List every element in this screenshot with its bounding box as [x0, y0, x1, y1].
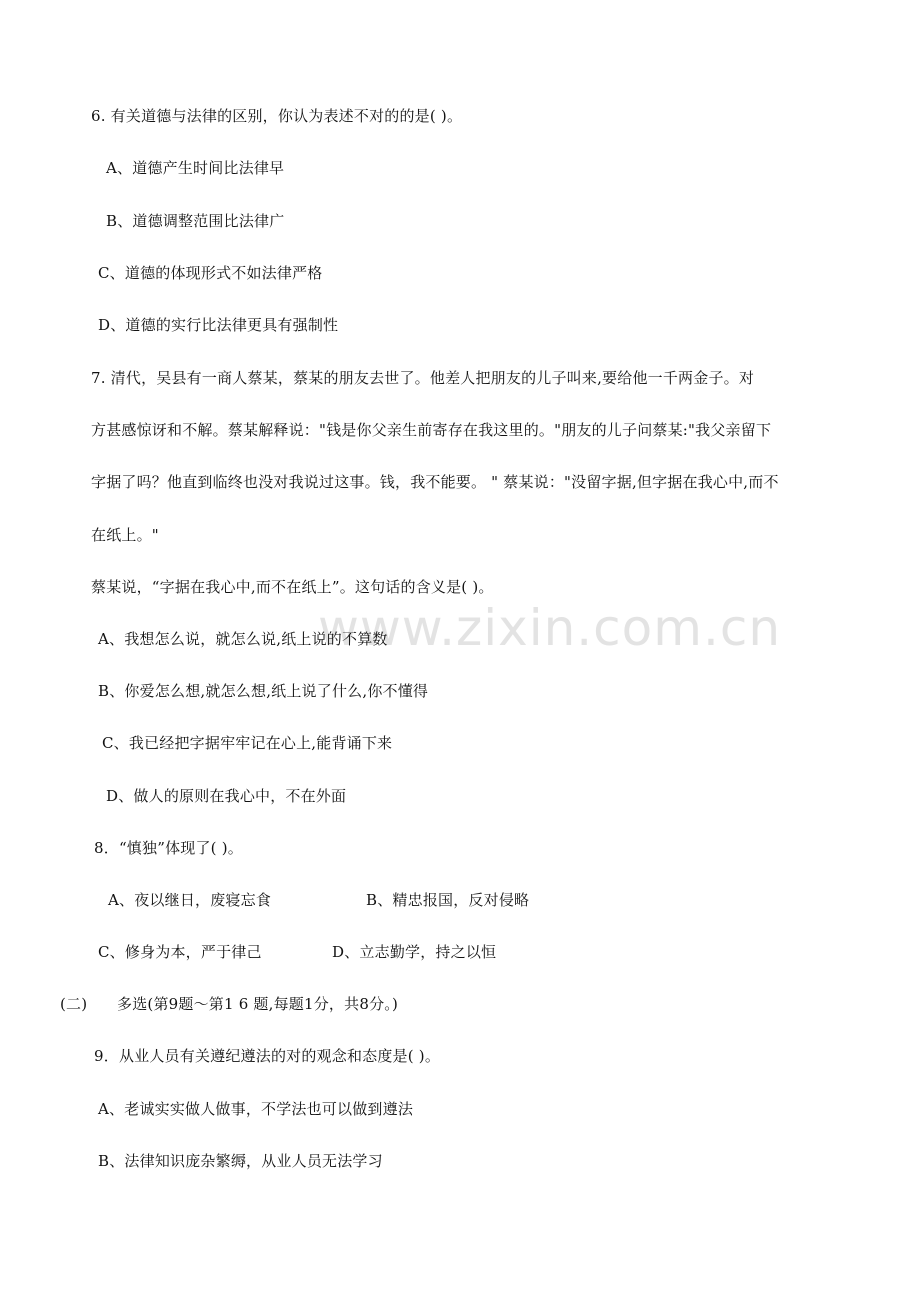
question-8-option-d: D、立志勤学，持之以恒 [332, 943, 497, 961]
question-6-option-d: D、道德的实行比法律更具有强制性 [98, 316, 339, 334]
question-7-option-c: C、我已经把字据牢牢记在心上,能背诵下来 [102, 734, 393, 752]
section-number: (二) [60, 995, 88, 1013]
question-6-option-a: A、道德产生时间比法律早 [106, 159, 285, 177]
question-8-options-row-2 [98, 942, 558, 962]
question-8-option-c: C、修身为本，严于律己 [98, 943, 262, 961]
question-7-stem-line-4: 在纸上。" [91, 526, 159, 544]
question-9-stem: 9．从业人员有关遵纪遵法的对的观念和态度是( )。 [94, 1047, 441, 1065]
question-8-option-a: A、夜以继日，废寝忘食 [108, 891, 272, 909]
question-6-stem: 6. 有关道德与法律的区别，你认为表述不对的的是( )。 [91, 107, 463, 125]
section-title: 多选(第9题～第1 6 题,每题1分，共8分。) [117, 995, 399, 1013]
watermark-text: www.zixin.com.cn [318, 599, 782, 657]
question-8-option-b: B、精忠报国，反对侵略 [366, 891, 530, 909]
question-7-option-d: D、做人的原则在我心中，不在外面 [106, 787, 347, 805]
question-7-stem-line-3: 字据了吗？他直到临终也没对我说过这事。钱，我不能要。 " 蔡某说："没留字据,但字据在我心中,而不 [91, 473, 779, 491]
question-9-option-b: B、法律知识庞杂繁缛，从业人员无法学习 [98, 1152, 383, 1170]
question-7-option-a: A、我想怎么说，就怎么说,纸上说的不算数 [98, 630, 388, 648]
question-8-stem: 8．“慎独”体现了( )。 [94, 839, 243, 857]
question-6-option-b: B、道德调整范围比法律广 [106, 212, 285, 230]
question-7-stem-line-1: 7. 清代，吴县有一商人蔡某，蔡某的朋友去世了。他差人把朋友的儿子叫来,要给他一千两金子。对 [91, 369, 755, 387]
question-8-options-row-1 [108, 890, 568, 910]
question-7-option-b: B、你爱怎么想,就怎么想,纸上说了什么,你不懂得 [98, 682, 429, 700]
section-heading [60, 994, 560, 1014]
question-9-option-a: A、老诚实实做人做事，不学法也可以做到遵法 [98, 1100, 414, 1118]
question-7-question: 蔡某说，“字据在我心中,而不在纸上”。这句话的含义是( )。 [91, 578, 494, 596]
question-7-stem-line-2: 方甚感惊讶和不解。蔡某解释说："钱是你父亲生前寄存在我这里的。"朋友的儿子问蔡某:"我父亲留下 [91, 421, 772, 439]
question-6-option-c: C、道德的体现形式不如法律严格 [98, 264, 323, 282]
